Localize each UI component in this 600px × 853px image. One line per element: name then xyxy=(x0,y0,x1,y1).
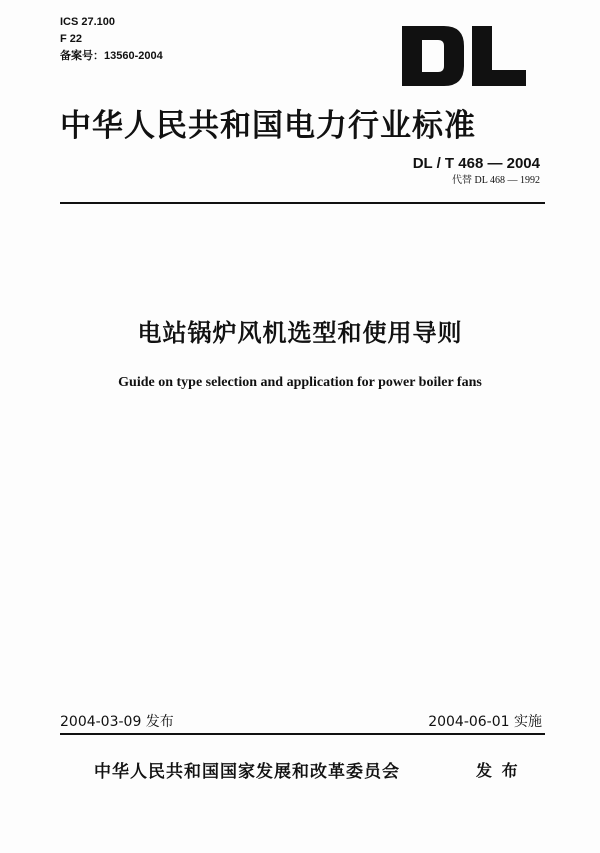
issued-label: 发 布 xyxy=(476,761,520,780)
effective-date: 2004-06-01 实施 xyxy=(428,714,542,730)
ics-code: ICS 27.100 xyxy=(60,16,116,28)
filing-number: 备案号：13560-2004 xyxy=(60,50,163,62)
document-title-english: Guide on type selection and application for power boiler fans xyxy=(118,375,482,390)
replaces-standard: 代替 DL 468 — 1992 xyxy=(452,175,540,186)
document-title-chinese: 电站锅炉风机选型和使用导则 xyxy=(137,319,463,347)
standard-code-block xyxy=(413,154,540,188)
standard-body-title: 中华人民共和国电力行业标准 xyxy=(60,108,476,144)
dl-logo xyxy=(398,24,528,88)
issue-date: 2004-03-09 发布 xyxy=(60,714,174,730)
top-divider xyxy=(60,202,545,204)
classification-block xyxy=(60,14,163,65)
class-code: F 22 xyxy=(60,33,83,45)
issuing-authority: 中华人民共和国国家发展和改革委员会 xyxy=(94,762,400,782)
bottom-divider xyxy=(60,733,545,735)
standard-code: DL / T 468 — 2004 xyxy=(412,155,540,172)
